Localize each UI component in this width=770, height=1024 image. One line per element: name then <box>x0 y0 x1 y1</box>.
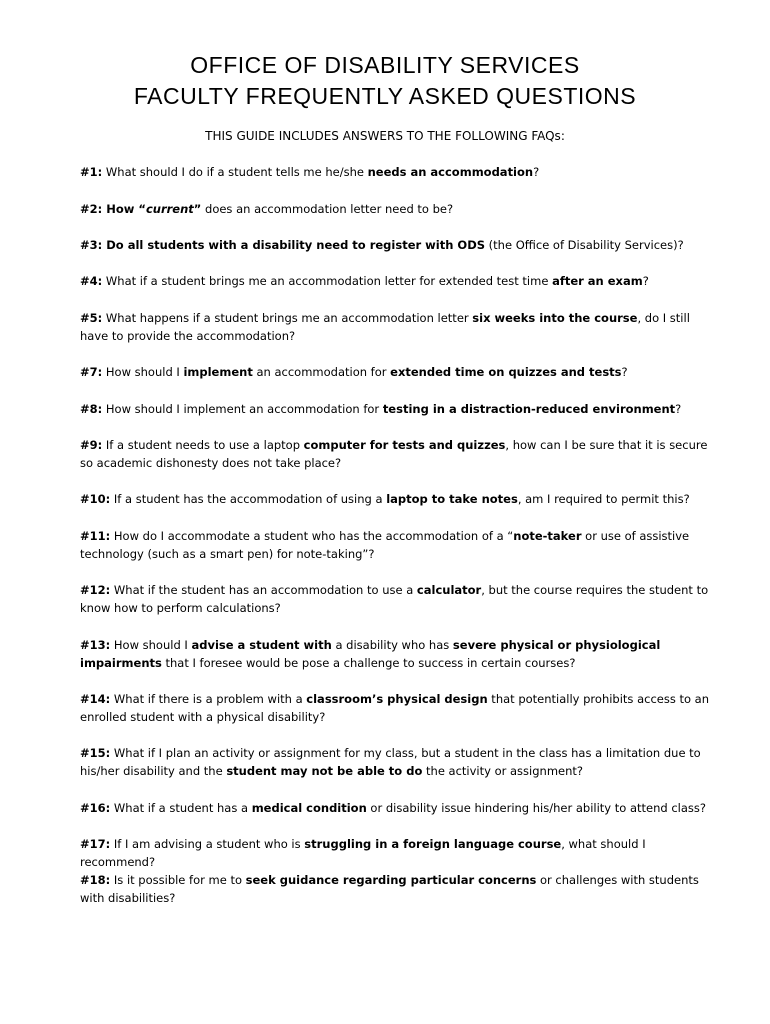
faq-item <box>80 490 710 508</box>
faq-text-bold: struggling in a foreign language course <box>304 837 562 851</box>
page-title-line1: OFFICE OF DISABILITY SERVICES <box>190 52 580 78</box>
faq-text-bold: #16: <box>80 801 111 815</box>
faq-text: or challenges with students with disabilities? <box>80 873 699 905</box>
faq-text-bold: implement <box>183 365 253 379</box>
faq-text-bold: #15: <box>80 746 111 760</box>
faq-text-bold: computer for tests and quizzes <box>303 438 506 452</box>
faq-text: , am I required to permit this? <box>517 492 690 506</box>
faq-text: ? <box>533 165 540 179</box>
guide-subtitle: THIS GUIDE INCLUDES ANSWERS TO THE FOLLOWING FAQs: <box>205 129 565 143</box>
faq-text-bold: #2: How “ <box>80 202 146 216</box>
faq-text-bold: severe physical or physiological impairments <box>80 638 661 670</box>
faq-text-bold: #10: <box>80 492 111 506</box>
faq-text-bold: #7: <box>80 365 103 379</box>
faq-item <box>80 581 710 617</box>
faq-text: , do I still have to provide the accommodation? <box>80 311 690 343</box>
faq-text-bold: laptop to take notes <box>386 492 518 506</box>
page-title-line2: FACULTY FREQUENTLY ASKED QUESTIONS <box>133 83 637 109</box>
faq-text-bold: student may not be able to do <box>226 764 423 778</box>
faq-item <box>80 527 710 563</box>
faq-text: , what should I recommend? <box>80 837 646 869</box>
faq-text: How should I <box>102 365 184 379</box>
faq-text-bold: #3: Do all students with a disability need to register with ODS <box>80 238 486 252</box>
faq-text-bold: #9: <box>80 438 103 452</box>
faq-text: ? <box>621 365 628 379</box>
faq-text-bold: six weeks into the course <box>472 311 638 325</box>
faq-item <box>80 835 710 871</box>
faq-text: that I foresee would be pose a challenge to success in certain courses? <box>161 656 576 670</box>
faq-text: If a student has the accommodation of using a <box>110 492 387 506</box>
faq-text: a disability who has <box>331 638 453 652</box>
faq-item <box>80 436 710 472</box>
faq-text-bold: ” <box>193 202 202 216</box>
faq-text: How do I accommodate a student who has the accommodation of a “ <box>110 529 514 543</box>
faq-text-bold: calculator <box>416 583 482 597</box>
faq-item <box>80 272 710 290</box>
faq-text-bold: #5: <box>80 311 103 325</box>
faq-text: What if a student brings me an accommodation letter for extended test time <box>102 274 553 288</box>
faq-text-bold: advise a student with <box>191 638 332 652</box>
faq-text-bold <box>146 202 194 216</box>
faq-text-bold: testing in a distraction-reduced environment <box>382 402 676 416</box>
faq-text: , how can I be sure that it is secure so academic dishonesty does not take place? <box>80 438 708 470</box>
faq-text: does an accommodation letter need to be? <box>201 202 454 216</box>
faq-item <box>80 744 710 780</box>
faq-text-bold: #17: <box>80 837 111 851</box>
faq-text-bold: #8: <box>80 402 103 416</box>
faq-text: What happens if a student brings me an accommodation letter <box>102 311 473 325</box>
faq-text: What if there is a problem with a <box>110 692 307 706</box>
faq-text-bold: medical condition <box>251 801 367 815</box>
faq-text: an accommodation for <box>252 365 391 379</box>
faq-text: What if a student has a <box>110 801 252 815</box>
faq-text: that potentially prohibits access to an enrolled student with a physical disability? <box>80 692 710 724</box>
faq-item <box>80 363 710 381</box>
faq-text: ? <box>642 274 649 288</box>
faq-item <box>80 690 710 726</box>
faq-text-bold: note-taker <box>513 529 582 543</box>
faq-text-bold: extended time on quizzes and tests <box>390 365 622 379</box>
faq-text-bold: classroom’s physical design <box>306 692 488 706</box>
faq-text-emphasis: current <box>145 202 194 216</box>
faq-text-bold: #11: <box>80 529 111 543</box>
faq-text-bold: seek guidance regarding particular concerns <box>245 873 537 887</box>
faq-item <box>80 636 710 672</box>
faq-text-bold: #4: <box>80 274 103 288</box>
faq-text: (the Office of Disability Services)? <box>485 238 684 252</box>
faq-text-bold: #12: <box>80 583 111 597</box>
faq-text-bold: #13: <box>80 638 111 652</box>
faq-text-bold: #18: <box>80 873 111 887</box>
faq-item <box>80 400 710 418</box>
faq-text: the activity or assignment? <box>422 764 583 778</box>
faq-text: What should I do if a student tells me he/she <box>102 165 368 179</box>
faq-text: If I am advising a student who is <box>110 837 305 851</box>
faq-text: , but the course requires the student to know how to perform calculations? <box>80 583 709 615</box>
faq-text: ? <box>675 402 682 416</box>
faq-item <box>80 871 710 907</box>
faq-text-bold: #14: <box>80 692 111 706</box>
faq-text-bold: #1: <box>80 165 103 179</box>
faq-item <box>80 309 710 345</box>
faq-item <box>80 163 710 181</box>
faq-text: or use of assistive technology (such as a smart pen) for note-taking”? <box>80 529 690 561</box>
faq-text: What if I plan an activity or assignment for my class, but a student in the class has a limitation due to his/her disability and the <box>80 746 701 778</box>
faq-text-bold: needs an accommodation <box>367 165 534 179</box>
faq-text: How should I <box>110 638 192 652</box>
faq-text: Is it possible for me to <box>110 873 246 887</box>
faq-text: What if the student has an accommodation to use a <box>110 583 417 597</box>
faq-item <box>80 236 710 254</box>
faq-text: If a student needs to use a laptop <box>102 438 304 452</box>
faq-text: or disability issue hindering his/her ability to attend class? <box>366 801 706 815</box>
faq-text-bold: after an exam <box>552 274 643 288</box>
faq-item <box>80 799 710 817</box>
faq-text: How should I implement an accommodation for <box>102 402 383 416</box>
faq-item <box>80 200 710 218</box>
